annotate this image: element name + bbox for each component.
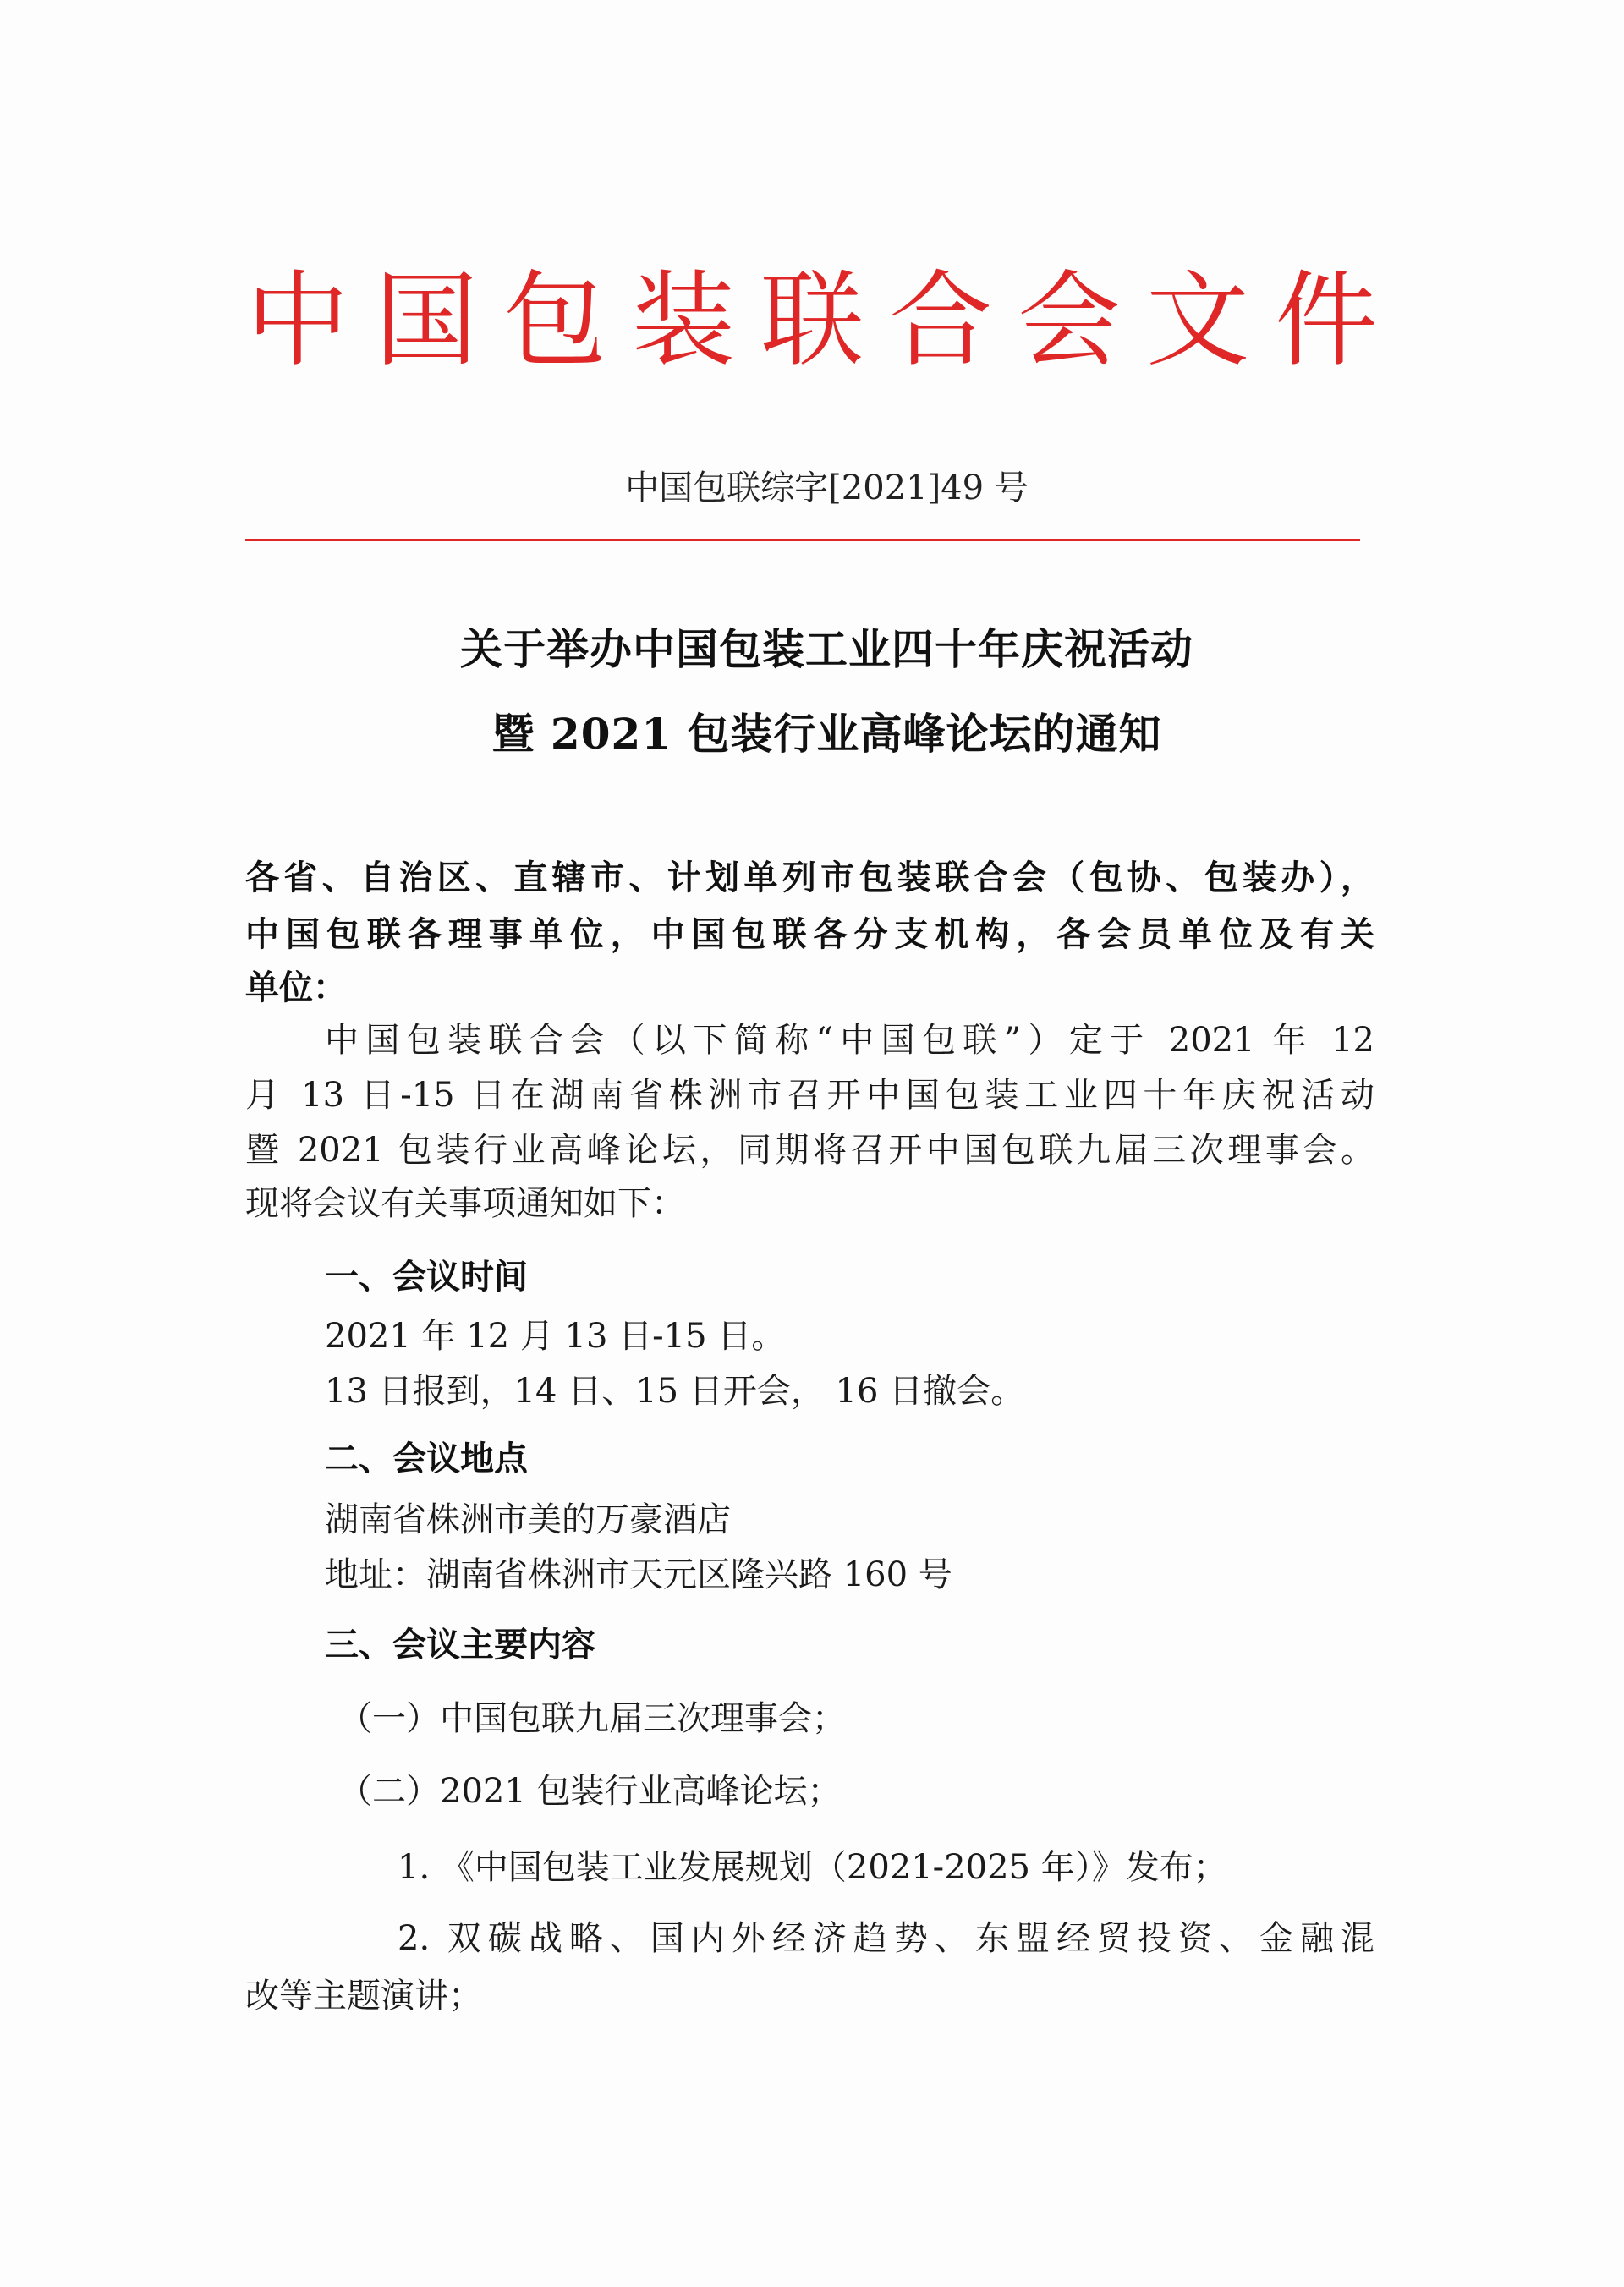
- addressees-line-1: 各省、自治区、直辖市、计划单列市包装联合会（包协、包装办），: [245, 858, 1374, 897]
- section-time-heading: 一、会议时间: [325, 1257, 528, 1297]
- notice-title-line-1: 关于举办中国包装工业四十年庆祝活动: [460, 624, 1193, 674]
- addressees-line-2: 中国包联各理事单位，中国包联各分支机构，各会员单位及有关: [245, 914, 1374, 954]
- intro-line-2: 月 13 日-15 日在湖南省株洲市召开中国包装工业四十年庆祝活动: [245, 1076, 1374, 1115]
- document-number: 中国包联综字[2021]49 号: [625, 469, 1029, 507]
- content-item-1: （一）中国包联九届三次理事会；: [338, 1699, 846, 1738]
- red-divider-rule: [245, 539, 1360, 541]
- content-sub-item-1: 1. 《中国包装工业发展规划（2021-2025 年）》发布；: [398, 1848, 1227, 1887]
- section-place-heading: 二、会议地点: [325, 1439, 528, 1478]
- section-content-heading: 三、会议主要内容: [325, 1625, 595, 1665]
- content-sub-item-2-line-1: 2. 双碳战略、国内外经济趋势、东盟经贸投资、金融混: [398, 1919, 1374, 1958]
- masthead-title: 中国包装联合会文件: [246, 261, 1403, 381]
- content-sub-item-2-line-2: 改等主题演讲；: [245, 1977, 482, 2016]
- section-place-line-1: 湖南省株洲市美的万豪酒店: [325, 1500, 731, 1539]
- content-item-2: （二）2021 包装行业高峰论坛；: [338, 1772, 842, 1811]
- addressees-line-3: 单位：: [245, 968, 347, 1007]
- section-time-line-2: 13 日报到，14 日、15 日开会， 16 日撤会。: [325, 1372, 1025, 1411]
- section-place-line-2: 地址：湖南省株洲市天元区隆兴路 160 号: [325, 1555, 952, 1594]
- notice-title-line-2: 暨 2021 包装行业高峰论坛的通知: [491, 709, 1162, 759]
- section-time-line-1: 2021 年 12 月 13 日-15 日。: [325, 1317, 786, 1356]
- intro-line-3: 暨 2021 包装行业高峰论坛，同期将召开中国包联九届三次理事会。: [245, 1131, 1374, 1170]
- intro-line-4: 现将会议有关事项通知如下：: [245, 1184, 685, 1223]
- intro-line-1: 中国包装联合会（以下简称“中国包联”）定于 2021 年 12: [325, 1021, 1374, 1060]
